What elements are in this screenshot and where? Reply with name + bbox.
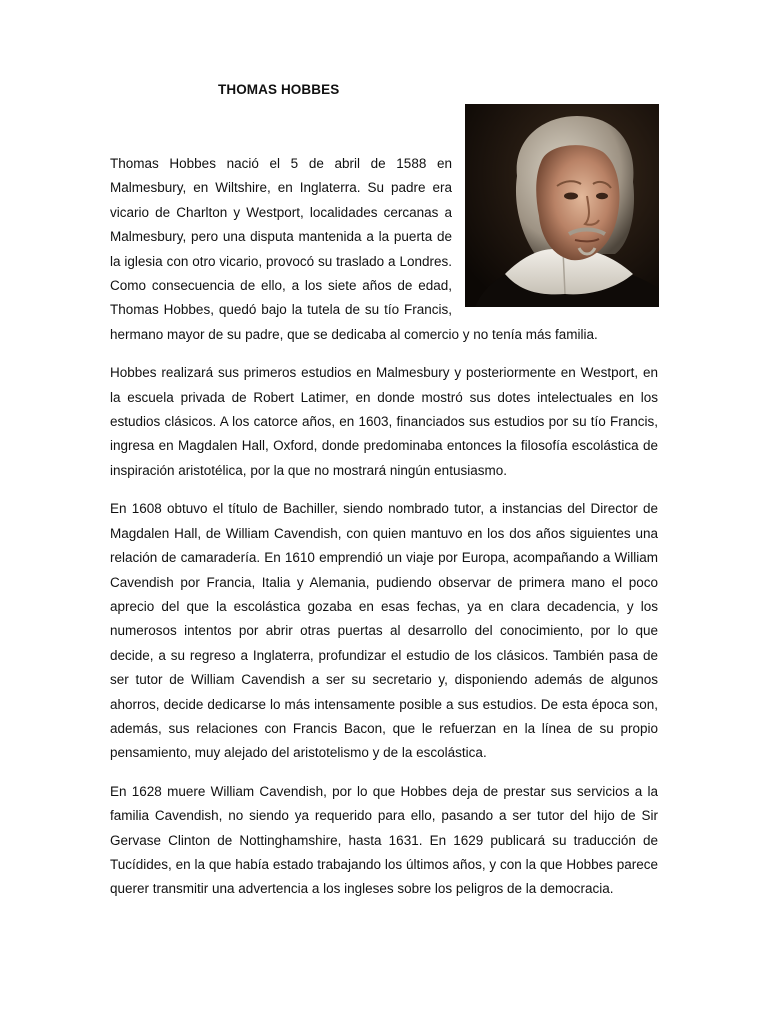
article-body [110,152,658,916]
portrait-wrap-space [452,152,658,320]
paragraph-2: Hobbes realizará sus primeros estudios en Malmesbury y posteriormente en Westport, en la escuela privada de Robert Latimer, en donde mostró sus dotes intelectuales en los estudios clásicos. A los catorce años, en 1603, financiados sus estudios por su tío Francis, ingresa en Magdalen Hall, Oxford, donde predominaba entonces la filosofía escolástica de inspiración aristotélica, por la que no mostrará ningún entusiasmo. [110,365,658,478]
paragraph-3: En 1608 obtuvo el título de Bachiller, siendo nombrado tutor, a instancias del Director de Magdalen Hall, de William Cavendish, con quien mantuvo en los dos años siguientes una relación de camaradería. En 1610 emprendió un viaje por Europa, acompañando a William Cavendish por Francia, Italia y Alemania, pudiendo observar de primera mano el poco aprecio del que la escolástica gozaba en esas fechas, ya en clara decadencia, y los numerosos intentos por abrir otras puertas al desarrollo del conocimiento, por lo que decide, a su regreso a Inglaterra, profundizar el estudio de los clásicos. También pasa de ser tutor de William Cavendish a ser su secretario y, disponiendo además de algunos ahorros, decide dedicarse lo más intensamente posible a sus estudios. De esta época son, además, sus relaciones con Francis Bacon, que le refuerzan en la línea de su propio pensamiento, muy alejado del aristotelismo y de la escolástica. [110,501,658,761]
paragraph-1: Thomas Hobbes nació el 5 de abril de 1588 en Malmesbury, en Wiltshire, en Inglaterra. Su padre era vicario de Charlton y Westport, localidades cercanas a Malmesbury, pero una disputa mantenida a la puerta de la iglesia con otro vicario, provocó su traslado a Londres. Como consecuencia de ello, a los siete años de edad, Thomas Hobbes, quedó bajo la tutela de su tío Francis, hermano mayor de su padre, que se dedicaba al comercio y no tenía más familia. [110,156,598,342]
paragraph-4: En 1628 muere William Cavendish, por lo que Hobbes deja de prestar sus servicios a la familia Cavendish, no siendo ya requerido para ello, pasando a ser tutor del hijo de Sir Gervase Clinton de Nottinghamshire, hasta 1631. En 1629 publicará su traducción de Tucídides, en la que había estado trabajando los últimos años, y con la que Hobbes parece querer transmitir una advertencia a los ingleses sobre los peligros de la democracia. [110,783,658,897]
page-title: THOMAS HOBBES [218,82,340,97]
